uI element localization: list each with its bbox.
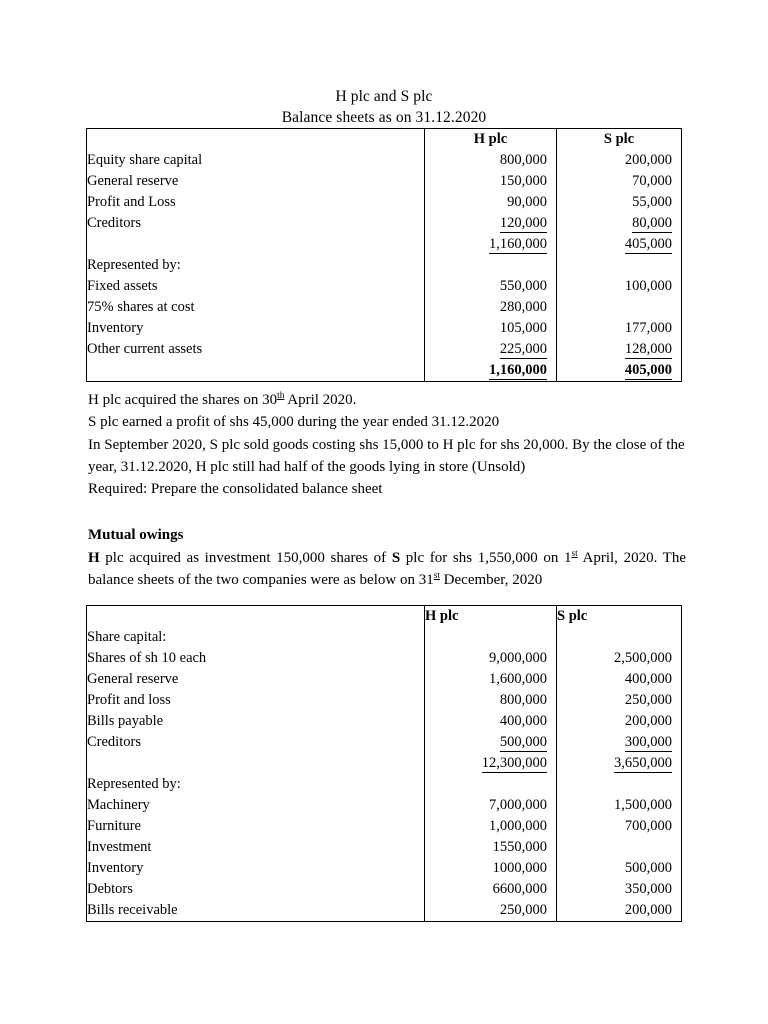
mutual-seg-6: December, 2020 (439, 572, 543, 588)
row-value-h-plc (425, 690, 557, 711)
note-line-1-post: April 2020. (284, 392, 357, 408)
row-value-h-plc (425, 774, 557, 795)
row-value-h-plc (425, 297, 557, 318)
value-h-plc: 800,000 (499, 152, 547, 168)
value-h-plc: 1,600,000 (489, 671, 547, 687)
balance-sheet-table-two-wrapper (86, 605, 682, 922)
row-label: Inventory (87, 860, 144, 876)
note-line-3: In September 2020, S plc sold goods costing shs 15,000 to H plc for shs 20,000. By the close of the year, 31.12.2020, H plc still had half of the goods lying in store (Unsold) (88, 436, 685, 475)
value-h-plc: 7,000,000 (489, 797, 547, 813)
row-value-h-plc (425, 255, 557, 276)
value-s-plc: 350,000 (624, 881, 672, 897)
row-value-s-plc (557, 837, 682, 858)
mutual-seg-2: plc acquired as investment 150,000 shares of (99, 549, 392, 566)
row-value-s-plc (557, 297, 682, 318)
value-s-plc: 80,000 (632, 215, 672, 231)
ordinal-suffix-st-1: st (571, 548, 578, 559)
mutual-owings-heading: Mutual owings (88, 527, 184, 543)
row-value-h-plc (425, 879, 557, 900)
table-row (87, 690, 682, 711)
row-value-h-plc (425, 732, 557, 753)
row-value-s-plc (557, 774, 682, 795)
note-line-4: Required: Prepare the consolidated balance sheet (88, 481, 383, 498)
row-label: Fixed assets (87, 278, 158, 294)
row-value-h-plc (425, 192, 557, 213)
row-value-h-plc (425, 171, 557, 192)
table-row (87, 318, 682, 339)
value-h-plc: 120,000 (499, 215, 547, 231)
row-value-s-plc (557, 234, 682, 255)
table-row (87, 234, 682, 255)
mutual-seg-4: plc for shs 1,550,000 on 1 (400, 549, 572, 566)
column-header-h-bold: H (425, 608, 437, 624)
value-h-plc: 90,000 (507, 194, 547, 210)
row-label (87, 360, 425, 382)
row-value-h-plc (425, 627, 557, 648)
column-header-s-bold: S (557, 608, 566, 624)
row-value-s-plc (557, 732, 682, 753)
table-row (87, 276, 682, 297)
row-label: 75% shares at cost (87, 299, 195, 315)
value-h-plc: 225,000 (499, 341, 547, 357)
value-h-plc: 1,160,000 (489, 362, 547, 378)
table-row (87, 732, 682, 753)
row-value-s-plc (557, 816, 682, 837)
table-two-body (87, 627, 682, 922)
row-value-s-plc (557, 192, 682, 213)
value-s-plc: 405,000 (624, 362, 672, 378)
table-row (87, 360, 682, 382)
page-subtitle: Balance sheets as on 31.12.2020 (281, 109, 487, 126)
row-value-h-plc (425, 234, 557, 255)
table-row (87, 192, 682, 213)
row-value-s-plc (557, 795, 682, 816)
row-label: Other current assets (87, 341, 203, 357)
table-row (87, 753, 682, 774)
row-label: Shares of sh 10 each (87, 650, 207, 666)
row-value-s-plc (557, 171, 682, 192)
table-row (87, 297, 682, 318)
column-header-label (87, 129, 425, 151)
row-value-s-plc (557, 339, 682, 360)
row-label (87, 234, 425, 255)
row-label (87, 753, 425, 774)
row-value-h-plc (425, 858, 557, 879)
table-row (87, 837, 682, 858)
table-row (87, 669, 682, 690)
row-value-s-plc (557, 690, 682, 711)
row-value-s-plc (557, 753, 682, 774)
row-value-h-plc (425, 648, 557, 669)
row-value-h-plc (425, 213, 557, 234)
value-h-plc: 9,000,000 (489, 650, 547, 666)
table-row (87, 150, 682, 171)
table-row (87, 774, 682, 795)
row-value-s-plc (557, 360, 682, 382)
value-h-plc: 1,160,000 (489, 236, 547, 252)
value-h-plc: 12,300,000 (481, 755, 547, 771)
table-row (87, 858, 682, 879)
column-header-s-plc (557, 606, 682, 628)
row-value-s-plc (557, 648, 682, 669)
value-s-plc: 100,000 (624, 278, 672, 294)
row-label: Represented by: (87, 257, 181, 273)
row-value-s-plc (557, 900, 682, 922)
value-h-plc: 1000,000 (492, 860, 547, 876)
row-value-s-plc (557, 213, 682, 234)
value-h-plc: 1,000,000 (489, 818, 547, 834)
value-s-plc: 1,500,000 (614, 797, 672, 813)
value-h-plc: 105,000 (499, 320, 547, 336)
table-row (87, 795, 682, 816)
value-s-plc: 500,000 (624, 860, 672, 876)
value-h-plc: 500,000 (499, 734, 547, 750)
document-title-block (0, 0, 768, 128)
value-s-plc: 55,000 (632, 194, 672, 210)
table-row (87, 711, 682, 732)
page-title: H plc and S plc (335, 88, 433, 105)
table-one-body (87, 150, 682, 382)
mutual-owings-paragraph (88, 547, 686, 592)
value-s-plc: 2,500,000 (614, 650, 672, 666)
mutual-seg-5: April, 2020. The balance sheets of the two companies were as below on 31 (88, 549, 687, 588)
table-row (87, 339, 682, 360)
table-header-row (87, 129, 682, 151)
table-row (87, 648, 682, 669)
table-row (87, 213, 682, 234)
value-s-plc: 200,000 (624, 713, 672, 729)
note-line-2: S plc earned a profit of shs 45,000 during the year ended 31.12.2020 (88, 414, 500, 431)
row-label: Profit and Loss (87, 194, 176, 210)
value-s-plc: 200,000 (624, 152, 672, 168)
value-h-plc: 800,000 (499, 692, 547, 708)
value-s-plc: 3,650,000 (614, 755, 672, 771)
column-header-h-plc: H plc (473, 131, 508, 147)
row-value-h-plc (425, 900, 557, 922)
mutual-owings-block (88, 524, 686, 592)
row-label: General reserve (87, 173, 179, 189)
note-line-1-pre: H plc acquired the shares on 30 (88, 392, 278, 408)
table-row (87, 255, 682, 276)
row-label: Machinery (87, 797, 150, 813)
row-value-s-plc (557, 879, 682, 900)
table-row (87, 171, 682, 192)
value-h-plc: 550,000 (499, 278, 547, 294)
row-value-s-plc (557, 318, 682, 339)
row-label: Represented by: (87, 776, 181, 792)
row-label: Furniture (87, 818, 141, 834)
row-value-h-plc (425, 150, 557, 171)
value-h-plc: 150,000 (499, 173, 547, 189)
value-h-plc: 280,000 (499, 299, 547, 315)
value-s-plc: 700,000 (624, 818, 672, 834)
value-s-plc: 250,000 (624, 692, 672, 708)
table-row (87, 627, 682, 648)
table-header-row (87, 606, 682, 628)
ordinal-suffix-th: th (277, 391, 285, 401)
balance-sheet-table-two (86, 605, 682, 922)
value-s-plc: 128,000 (624, 341, 672, 357)
row-label: Creditors (87, 215, 141, 231)
note-line-1 (88, 389, 688, 411)
table-row (87, 816, 682, 837)
value-h-plc: 250,000 (499, 902, 547, 918)
column-header-s-plc: S plc (603, 131, 635, 147)
row-value-s-plc (557, 669, 682, 690)
column-header-h-plc (425, 606, 557, 628)
column-header-label (87, 606, 425, 628)
row-label: Creditors (87, 734, 141, 750)
row-value-h-plc (425, 318, 557, 339)
table-row (87, 900, 682, 922)
row-value-h-plc (425, 669, 557, 690)
row-value-s-plc (557, 627, 682, 648)
row-label: Profit and loss (87, 692, 171, 708)
row-value-h-plc (425, 276, 557, 297)
row-label: Debtors (87, 881, 133, 897)
row-label: Equity share capital (87, 152, 203, 168)
row-value-s-plc (557, 711, 682, 732)
ordinal-suffix-st-2: st (433, 571, 440, 581)
value-s-plc: 400,000 (624, 671, 672, 687)
value-s-plc: 200,000 (624, 902, 672, 918)
row-label: Inventory (87, 320, 144, 336)
column-header-s-rest: plc (565, 608, 588, 624)
row-value-h-plc (425, 339, 557, 360)
column-header-h-rest: plc (436, 608, 459, 624)
row-label: Bills receivable (87, 902, 178, 918)
company-s-label: S (391, 549, 401, 566)
company-h-label: H (88, 549, 100, 566)
value-s-plc: 405,000 (624, 236, 672, 252)
row-value-s-plc (557, 858, 682, 879)
balance-sheet-table-one-wrapper (86, 128, 682, 382)
row-value-h-plc (425, 816, 557, 837)
row-label: Bills payable (87, 713, 164, 729)
value-s-plc: 177,000 (624, 320, 672, 336)
row-value-h-plc (425, 795, 557, 816)
notes-block-one (88, 389, 688, 500)
row-value-h-plc (425, 753, 557, 774)
value-h-plc: 1550,000 (492, 839, 547, 855)
row-value-s-plc (557, 276, 682, 297)
row-value-s-plc (557, 150, 682, 171)
row-value-s-plc (557, 255, 682, 276)
balance-sheet-table-one (86, 128, 682, 382)
value-h-plc: 400,000 (499, 713, 547, 729)
row-label: Investment (87, 839, 152, 855)
row-value-h-plc (425, 711, 557, 732)
row-value-h-plc (425, 360, 557, 382)
row-label: General reserve (87, 671, 179, 687)
table-row (87, 879, 682, 900)
value-s-plc: 300,000 (624, 734, 672, 750)
row-value-h-plc (425, 837, 557, 858)
value-s-plc: 70,000 (632, 173, 672, 189)
value-h-plc: 6600,000 (492, 881, 547, 897)
row-label: Share capital: (87, 629, 167, 645)
